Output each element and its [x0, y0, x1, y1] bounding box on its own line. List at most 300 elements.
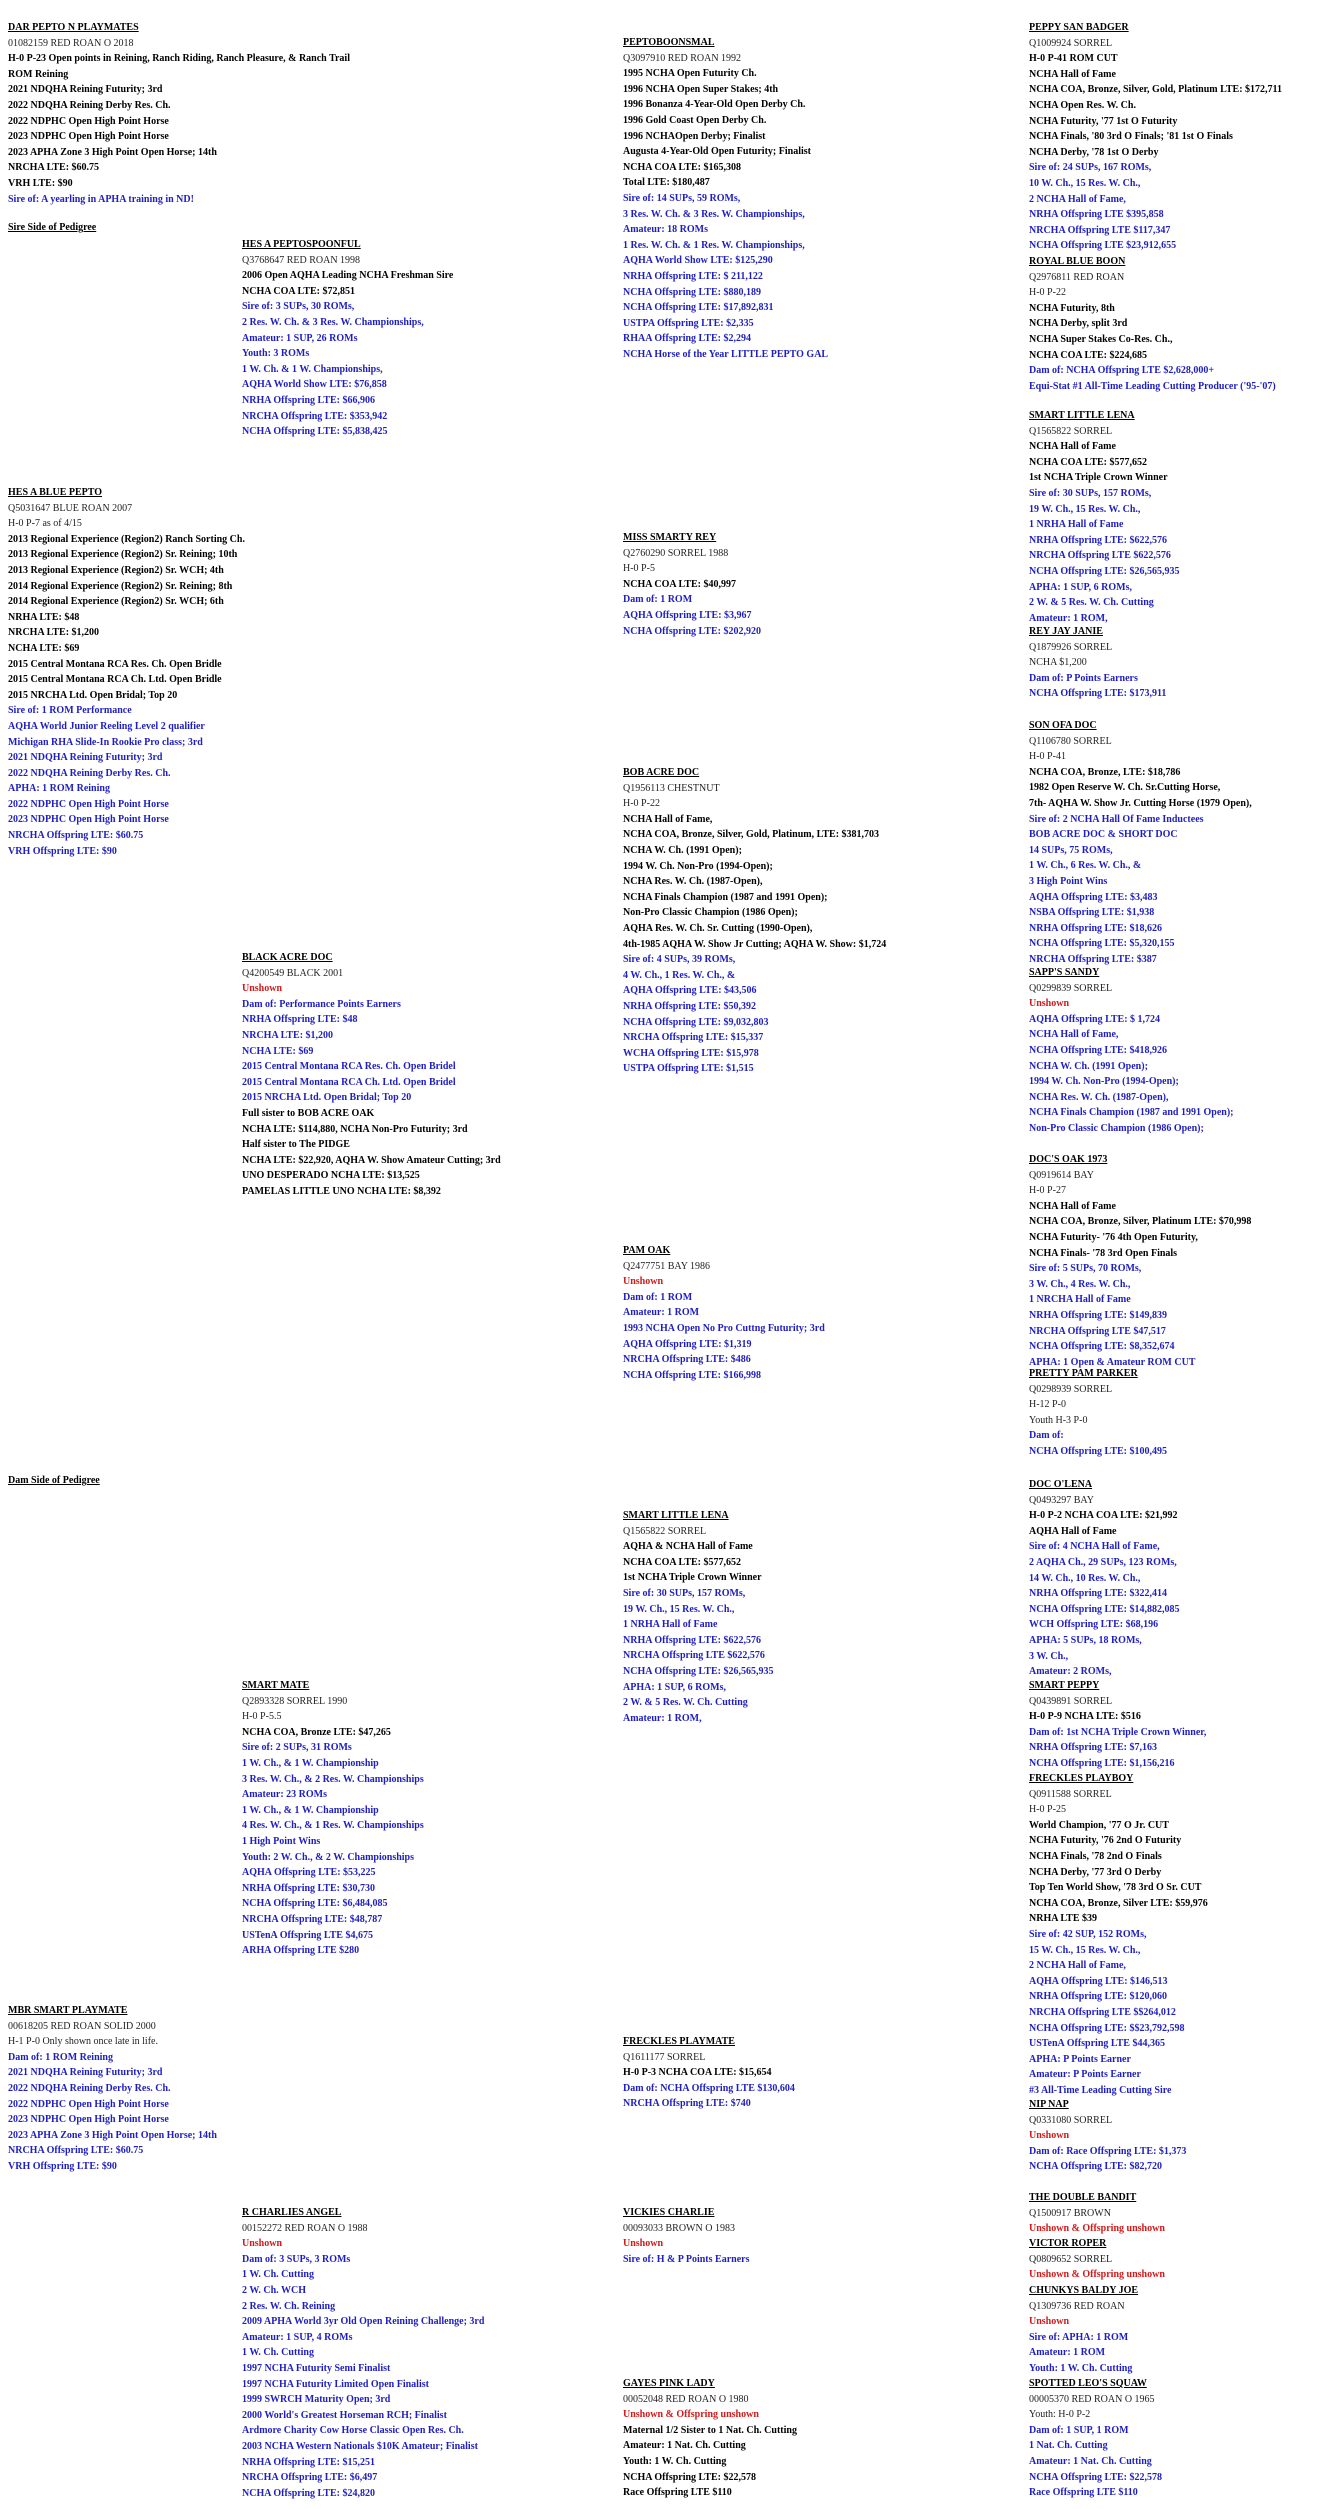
pedigree-line: Q1309736 RED ROAN [1029, 2300, 1125, 2312]
pedigree-line: NCHA Offspring LTE: $166,998 [623, 1369, 761, 1381]
horse-name: GAYES PINK LADY [623, 2378, 715, 2389]
pedigree-line: 2021 NDQHA Reining Futurity; 3rd [8, 752, 163, 764]
pedigree-line: NCHA COA LTE: $40,997 [623, 578, 736, 590]
pedigree-line: UNO DESPERADO NCHA LTE: $13,525 [242, 1170, 420, 1182]
pedigree-line: 1 Nat. Ch. Cutting [1029, 2440, 1108, 2452]
pedigree-line: NCHA Finals, '80 3rd O Finals; '81 1st O Finals [1029, 131, 1233, 143]
pedigree-line: 00005370 RED ROAN O 1965 [1029, 2393, 1155, 2405]
pedigree-line: APHA: 1 ROM Reining [8, 783, 110, 795]
horse-name: HES A PEPTOSPOONFUL [242, 239, 361, 250]
pedigree-line: NRCHA LTE: $1,200 [8, 627, 100, 639]
pedigree-line: 1996 NCHAOpen Derby; Finalist [623, 130, 766, 142]
pedigree-line: 1996 NCHA Open Super Stakes; 4th [623, 83, 779, 95]
pedigree-line: NCHA Hall of Fame [1029, 1200, 1116, 1212]
pedigree-line: 01082159 RED ROAN O 2018 [8, 37, 134, 49]
pedigree-line: NRCHA Offspring LTE $47,517 [1029, 1325, 1166, 1337]
pedigree-line: H-0 P-5.5 [242, 1711, 282, 1723]
pedigree-line: 2023 APHA Zone 3 High Point Open Horse; 14th [8, 2129, 217, 2141]
pedigree-line: Q0298939 SORREL [1029, 1383, 1113, 1395]
horse-name: SMART PEPPY [1029, 1680, 1100, 1691]
pedigree-line: 2022 NDQHA Reining Derby Res. Ch. [8, 2082, 171, 2094]
pedigree-line: 1999 SWRCH Maturity Open; 3rd [242, 2394, 391, 2406]
pedigree-line: 1996 Gold Coast Open Derby Ch. [623, 114, 767, 126]
pedigree-line: 14 W. Ch., 10 Res. W. Ch., [1029, 1572, 1141, 1584]
horse-name: NIP NAP [1029, 2099, 1069, 2110]
pedigree-line: H-0 P-2 NCHA COA LTE: $21,992 [1029, 1510, 1178, 1522]
pedigree-line: Sire of: APHA: 1 ROM [1029, 2331, 1129, 2343]
pedigree-line: 15 W. Ch., 15 Res. W. Ch., [1029, 1944, 1141, 1956]
pedigree-line: 2022 NDPHC Open High Point Horse [8, 798, 169, 810]
horse-smart-peppy [1029, 1678, 1206, 1772]
pedigree-line: 4 Res. W. Ch., & 1 Res. W. Championships [242, 1820, 424, 1832]
pedigree-line: NCHA Futurity, '77 1st O Futurity [1029, 115, 1178, 127]
pedigree-line: NCHA COA, Bronze, Silver, Platinum LTE: $70,998 [1029, 1216, 1252, 1228]
pedigree-line: NRHA Offspring LTE: $120,060 [1029, 1991, 1167, 2003]
pedigree-line: Q2893328 SORREL 1990 [242, 1695, 348, 1707]
pedigree-line: NCHA Derby, '78 1st O Derby [1029, 146, 1159, 158]
pedigree-line: 19 W. Ch., 15 Res. W. Ch., [1029, 503, 1141, 515]
pedigree-line: 1 NRCHA Hall of Fame [1029, 1294, 1131, 1306]
pedigree-line: NCHA Offspring LTE: $17,892,831 [623, 302, 774, 314]
horse-name: REY JAY JANIE [1029, 626, 1103, 637]
pedigree-line: 2023 NDPHC Open High Point Horse [8, 131, 169, 143]
horse-name: PAM OAK [623, 1245, 671, 1256]
horse-name: DAR PEPTO N PLAYMATES [8, 22, 139, 33]
pedigree-line: Amateur: 18 ROMs [623, 224, 708, 236]
pedigree-line: NCHA Super Stakes Co-Res. Ch., [1029, 333, 1173, 345]
pedigree-line: APHA: 1 Open & Amateur ROM CUT [1029, 1356, 1196, 1368]
pedigree-line: NCHA Hall of Fame, [623, 813, 713, 825]
pedigree-line: Q1500917 BROWN [1029, 2207, 1111, 2219]
horse-chunkys-baldy-joe [1029, 2283, 1138, 2377]
horse-name: PRETTY PAM PARKER [1029, 1368, 1138, 1379]
pedigree-line: 2014 Regional Experience (Region2) Sr. WCH; 6th [8, 596, 224, 608]
pedigree-line: Sire of: A yearling in APHA training in ND! [8, 193, 194, 205]
pedigree-line: 3 W. Ch., 4 Res. W. Ch., [1029, 1278, 1131, 1290]
pedigree-line: NCHA Res. W. Ch. (1987-Open), [1029, 1091, 1169, 1103]
pedigree-line: H-0 P-3 NCHA COA LTE: $15,654 [623, 2067, 772, 2079]
pedigree-line: NCHA Futurity, 8th [1029, 302, 1115, 314]
pedigree-line: 2022 NDQHA Reining Derby Res. Ch. [8, 767, 171, 779]
pedigree-line: NRHA Offspring LTE: $7,163 [1029, 1742, 1157, 1754]
pedigree-line: NRCHA LTE: $60.75 [8, 162, 100, 174]
pedigree-line: 2013 Regional Experience (Region2) Sr. WCH; 4th [8, 564, 224, 576]
horse-the-double-bandit [1029, 2190, 1165, 2237]
pedigree-line: NCHA COA LTE: $577,652 [1029, 456, 1147, 468]
horse-name: MISS SMARTY REY [623, 532, 717, 543]
pedigree-line: Sire of: 14 SUPs, 59 ROMs, [623, 192, 741, 204]
pedigree-line: NCHA Finals Champion (1987 and 1991 Open); [623, 891, 828, 903]
pedigree-line: NCHA Derby, split 3rd [1029, 318, 1128, 330]
horse-name: SPOTTED LEO'S SQUAW [1029, 2378, 1147, 2389]
pedigree-line: 2013 Regional Experience (Region2) Ranch Sorting Ch. [8, 533, 245, 545]
pedigree-line: 2021 NDQHA Reining Futurity; 3rd [8, 2067, 163, 2079]
pedigree-line: Q3097910 RED ROAN 1992 [623, 52, 742, 64]
pedigree-line: ROM Reining [8, 68, 69, 80]
pedigree-line: NCHA Offspring LTE: $418,926 [1029, 1044, 1167, 1056]
horse-dar-pepto-n-playmates [8, 20, 350, 207]
pedigree-line: Youth H-3 P-0 [1029, 1414, 1088, 1426]
horse-docs-oak [1029, 1152, 1251, 1370]
pedigree-line: Dam of: 3 SUPs, 3 ROMs [242, 2253, 351, 2265]
pedigree-line: 19 W. Ch., 15 Res. W. Ch., [623, 1603, 735, 1615]
pedigree-line: 00618205 RED ROAN SOLID 2000 [8, 2020, 156, 2032]
pedigree-line: Amateur: 1 Nat. Ch. Cutting [1029, 2455, 1152, 2467]
pedigree-line: 2 NCHA Hall of Fame, [1029, 193, 1126, 205]
horse-vickies-charlie [623, 2205, 749, 2267]
pedigree-line: Q5031647 BLUE ROAN 2007 [8, 502, 133, 514]
pedigree-line: Q0809652 SORREL [1029, 2253, 1113, 2265]
pedigree-line: BOB ACRE DOC & SHORT DOC [1029, 829, 1178, 841]
pedigree-line: NRCHA Offspring LTE $622,576 [623, 1650, 765, 1662]
pedigree-line: Race Offspring LTE $110 [1029, 2487, 1138, 2499]
pedigree-line: 1 W. Ch., & 1 W. Championship [242, 1757, 379, 1769]
horse-name: FRECKLES PLAYBOY [1029, 1773, 1134, 1784]
pedigree-line: H-0 P-22 [1029, 287, 1066, 299]
horse-mbr-smart-playmate [8, 2003, 217, 2175]
pedigree-line: 1 High Point Wins [242, 1835, 321, 1847]
pedigree-line: NCHA Offspring LTE: $26,565,935 [1029, 565, 1180, 577]
pedigree-line: Sire of: 2 NCHA Hall Of Fame Inductees [1029, 813, 1204, 825]
pedigree-line: NCHA Offspring LTE: $100,495 [1029, 1445, 1167, 1457]
pedigree-line: Race Offspring LTE $110 [623, 2487, 732, 2499]
pedigree-line: NCHA W. Ch. (1991 Open); [1029, 1060, 1148, 1072]
horse-sapps-sandy [1029, 965, 1233, 1137]
pedigree-line: AQHA Offspring LTE: $146,513 [1029, 1975, 1168, 1987]
pedigree-line: NCHA Futurity, '76 2nd O Futurity [1029, 1835, 1182, 1847]
pedigree-line: NRHA Offspring LTE: $48 [242, 1014, 358, 1026]
pedigree-line: NRCHA Offspring LTE: $6,497 [242, 2472, 378, 2484]
pedigree-line: NSBA Offspring LTE: $1,938 [1029, 907, 1155, 919]
pedigree-line: Q0911588 SORREL [1029, 1788, 1112, 1800]
pedigree-line: AQHA World Show LTE: $125,290 [623, 255, 773, 267]
pedigree-line: APHA: 1 SUP, 6 ROMs, [623, 1681, 726, 1693]
pedigree-line: Amateur: 1 Nat. Ch. Cutting [623, 2440, 746, 2452]
pedigree-line: 2 W. Ch. WCH [242, 2284, 307, 2296]
pedigree-line: NCHA Offspring LTE: $173,911 [1029, 688, 1167, 700]
horse-freckles-playmate [623, 2034, 795, 2112]
pedigree-line: Q3768647 RED ROAN 1998 [242, 254, 361, 266]
pedigree-line: NCHA Offspring LTE: $82,720 [1029, 2161, 1162, 2173]
pedigree-line: Youth: 3 ROMs [242, 348, 310, 360]
horse-black-acre-doc [242, 950, 501, 1200]
horse-name: SMART MATE [242, 1680, 310, 1691]
pedigree-line: Dam of: 1 ROM [623, 1291, 693, 1303]
horse-doc-olena [1029, 1477, 1179, 1680]
pedigree-line: NCHA Offspring LTE: $14,882,085 [1029, 1603, 1180, 1615]
horse-name: PEPTOBOONSMAL [623, 37, 715, 48]
horse-smart-little-lena-dam-side [623, 1508, 773, 1726]
pedigree-line: Sire of: 2 SUPs, 31 ROMs [242, 1742, 352, 1754]
pedigree-line: WCH Offspring LTE: $68,196 [1029, 1619, 1159, 1631]
pedigree-line: Amateur: 1 ROM [623, 1307, 700, 1319]
pedigree-line: NRHA Offspring LTE: $622,576 [1029, 534, 1167, 546]
pedigree-line: H-0 P-41 [1029, 751, 1066, 763]
pedigree-line: 2006 Open AQHA Leading NCHA Freshman Sire [242, 270, 454, 282]
pedigree-line: ARHA Offspring LTE $280 [242, 1945, 360, 1957]
pedigree-line: NCHA COA, Bronze, Silver, Gold, Platinum, LTE: $381,703 [623, 829, 880, 841]
horse-name: ROYAL BLUE BOON [1029, 256, 1126, 267]
pedigree-line: Q2477751 BAY 1986 [623, 1260, 711, 1272]
pedigree-line: NCHA Offspring LTE $23,912,655 [1029, 240, 1177, 252]
pedigree-line: Youth: H-0 P-2 [1029, 2409, 1091, 2421]
pedigree-line: AQHA Hall of Fame [1029, 1525, 1117, 1537]
pedigree-line: NCHA Offspring LTE: $$23,792,598 [1029, 2022, 1185, 2034]
pedigree-line: Equi-Stat #1 All-Time Leading Cutting Producer ('95-'07) [1029, 380, 1276, 392]
pedigree-line: NCHA Res. W. Ch. (1987-Open), [623, 876, 763, 888]
pedigree-line: Q4200549 BLACK 2001 [242, 967, 344, 979]
horse-name: DOC'S OAK 1973 [1029, 1154, 1108, 1165]
horse-name: SMART LITTLE LENA [623, 1510, 729, 1521]
pedigree-line: Dam of: [1029, 1430, 1064, 1442]
horse-bob-acre-doc [623, 765, 886, 1077]
pedigree-line: 2015 NRCHA Ltd. Open Bridal; Top 20 [8, 689, 178, 701]
horse-name: MBR SMART PLAYMATE [8, 2005, 128, 2016]
pedigree-line: 3 Res. W. Ch., & 2 Res. W. Championships [242, 1773, 424, 1785]
pedigree-line: NCHA Offspring LTE: $22,578 [623, 2471, 756, 2483]
pedigree-line: 2009 APHA World 3yr Old Open Reining Challenge; 3rd [242, 2316, 485, 2328]
pedigree-line: NRCHA Offspring LTE: $60.75 [8, 2145, 144, 2157]
horse-son-ofa-doc [1029, 718, 1252, 968]
pedigree-line: NRCHA LTE: $1,200 [242, 1029, 334, 1041]
pedigree-line: Q0299839 SORREL [1029, 982, 1113, 994]
pedigree-line: Q1009924 SORREL [1029, 37, 1113, 49]
pedigree-line: 2022 NDPHC Open High Point Horse [8, 2098, 169, 2110]
pedigree-line: Q1565822 SORREL [623, 1525, 707, 1537]
pedigree-line: Dam of: NCHA Offspring LTE $2,628,000+ [1029, 365, 1215, 377]
pedigree-line: 2 NCHA Hall of Fame, [1029, 1960, 1126, 1972]
horse-name: FRECKLES PLAYMATE [623, 2036, 735, 2047]
pedigree-line: NRCHA Offspring LTE: $15,337 [623, 1032, 764, 1044]
pedigree-line: NCHA Futurity- '76 4th Open Futurity, [1029, 1231, 1198, 1243]
pedigree-line: VRH LTE: $90 [8, 177, 73, 189]
pedigree-line: Amateur: 1 SUP, 4 ROMs [242, 2331, 353, 2343]
pedigree-line: Unshown [1029, 998, 1070, 1010]
pedigree-line: AQHA & NCHA Hall of Fame [623, 1541, 753, 1553]
pedigree-line: 1st NCHA Triple Crown Winner [1029, 472, 1168, 484]
pedigree-line: AQHA Res. W. Ch. Sr. Cutting (1990-Open), [623, 922, 813, 934]
pedigree-line: USTPA Offspring LTE: $2,335 [623, 317, 754, 329]
horse-name: BLACK ACRE DOC [242, 952, 333, 963]
horse-name: CHUNKYS BALDY JOE [1029, 2285, 1139, 2296]
pedigree-line: 2014 Regional Experience (Region2) Sr. Reining; 8th [8, 580, 233, 592]
horse-name: DOC O'LENA [1029, 1479, 1093, 1490]
horse-smart-little-lena [1029, 408, 1179, 626]
pedigree-line: Sire of: 30 SUPs, 157 ROMs, [1029, 487, 1152, 499]
pedigree-line: 2 AQHA Ch., 29 SUPs, 123 ROMs, [1029, 1556, 1177, 1568]
pedigree-line: Amateur: 1 ROM, [1029, 612, 1108, 624]
pedigree-line: NCHA Finals, '78 2nd O Finals [1029, 1850, 1162, 1862]
pedigree-line: Sire of: 42 SUP, 152 ROMs, [1029, 1928, 1147, 1940]
pedigree-line: RHAA Offspring LTE: $2,294 [623, 333, 751, 345]
pedigree-line: NRHA Offspring LTE: $ 211,122 [623, 270, 763, 282]
pedigree-line: H-1 P-0 Only shown once late in life. [8, 2036, 158, 2048]
pedigree-line: H-0 P-9 NCHA LTE: $516 [1029, 1711, 1141, 1723]
pedigree-line: Sire of: 1 ROM Performance [8, 705, 132, 717]
pedigree-line: Unshown [1029, 2130, 1070, 2142]
pedigree-line: Q1611177 SORREL [623, 2051, 706, 2063]
pedigree-line: Unshown & Offspring unshown [1029, 2223, 1165, 2235]
pedigree-line: 2023 APHA Zone 3 High Point Open Horse; 14th [8, 146, 217, 158]
pedigree-line: 2015 Central Montana RCA Res. Ch. Open Bridle [8, 658, 222, 670]
pedigree-line: NCHA COA, Bronze, LTE: $18,786 [1029, 766, 1181, 778]
pedigree-line: Dam of: P Points Earners [1029, 672, 1138, 684]
horse-rey-jay-janie [1029, 624, 1166, 702]
pedigree-line: VRH Offspring LTE: $90 [8, 845, 117, 857]
pedigree-line: 1st NCHA Triple Crown Winner [623, 1572, 762, 1584]
pedigree-line: 2 W. & 5 Res. W. Ch. Cutting [623, 1697, 748, 1709]
pedigree-line: NRCHA Offspring LTE: $740 [623, 2098, 751, 2110]
pedigree-line: 00152272 RED ROAN O 1988 [242, 2222, 368, 2234]
horse-royal-blue-boon [1029, 254, 1276, 394]
pedigree-line: H-0 P-7 as of 4/15 [8, 518, 82, 530]
pedigree-line: Amateur: P Points Earner [1029, 2069, 1141, 2081]
pedigree-line: 7th- AQHA W. Show Jr. Cutting Horse (1979 Open), [1029, 797, 1252, 809]
pedigree-line: VRH Offspring LTE: $90 [8, 2160, 117, 2172]
horse-peptoboonsmal [623, 35, 828, 362]
pedigree-line: AQHA Offspring LTE: $53,225 [242, 1867, 376, 1879]
pedigree-line: NCHA Offspring LTE: $22,578 [1029, 2471, 1162, 2483]
pedigree-line: NCHA COA, Bronze, Silver LTE: $59,976 [1029, 1897, 1208, 1909]
pedigree-line: Q0919614 BAY [1029, 1169, 1094, 1181]
pedigree-line: Total LTE: $180,487 [623, 177, 710, 189]
horse-pam-oak [623, 1243, 825, 1383]
pedigree-line: Unshown [623, 2238, 664, 2250]
horse-hes-a-peptospoonful [242, 237, 453, 440]
pedigree-line: Unshown [1029, 2316, 1070, 2328]
pedigree-line: NRCHA Offspring LTE: $353,942 [242, 410, 388, 422]
horse-name: HES A BLUE PEPTO [8, 487, 103, 498]
pedigree-line: NRHA LTE: $48 [8, 611, 80, 623]
pedigree-line: 2022 NDPHC Open High Point Horse [8, 115, 169, 127]
pedigree-line: NCHA COA, Bronze, Silver, Gold, Platinum LTE: $172,711 [1029, 84, 1282, 96]
pedigree-line: Amateur: 1 ROM [1029, 2347, 1106, 2359]
pedigree-line: NRHA LTE $39 [1029, 1913, 1097, 1925]
pedigree-line: Unshown [242, 2238, 283, 2250]
pedigree-line: Sire of: 3 SUPs, 30 ROMs, [242, 301, 355, 313]
pedigree-line: Augusta 4-Year-Old Open Futurity; Finalist [623, 146, 811, 158]
pedigree-line: 00052048 RED ROAN O 1980 [623, 2393, 749, 2405]
pedigree-line: 2013 Regional Experience (Region2) Sr. Reining; 10th [8, 549, 238, 561]
pedigree-line: #3 All-Time Leading Cutting Sire [1029, 2084, 1172, 2096]
pedigree-line: H-0 P-41 ROM CUT [1029, 53, 1118, 65]
pedigree-line: NRHA Offspring LTE: $18,626 [1029, 922, 1162, 934]
pedigree-line: Q0493297 BAY [1029, 1494, 1094, 1506]
pedigree-line: 1 W. Ch., 6 Res. W. Ch., & [1029, 860, 1142, 872]
horse-name: SMART LITTLE LENA [1029, 410, 1135, 421]
pedigree-line: 1 NRHA Hall of Fame [623, 1619, 718, 1631]
pedigree-line: 1997 NCHA Futurity Semi Finalist [242, 2362, 391, 2374]
pedigree-line: 4 W. Ch., 1 Res. W. Ch., & [623, 969, 736, 981]
pedigree-line: 1982 Open Reserve W. Ch. Sr.Cutting Horse, [1029, 782, 1221, 794]
pedigree-line: 2 Res. W. Ch. & 3 Res. W. Championships, [242, 316, 424, 328]
pedigree-line: NRHA Offspring LTE: $149,839 [1029, 1309, 1167, 1321]
pedigree-line: Dam of: Race Offspring LTE: $1,373 [1029, 2145, 1187, 2157]
horse-name: VICTOR ROPER [1029, 2238, 1107, 2249]
pedigree-line: AQHA Offspring LTE: $3,483 [1029, 891, 1158, 903]
pedigree-line: 14 SUPs, 75 ROMs, [1029, 844, 1113, 856]
pedigree-line: AQHA Offspring LTE: $ 1,724 [1029, 1013, 1161, 1025]
pedigree-line: APHA: 5 SUPs, 18 ROMs, [1029, 1634, 1142, 1646]
pedigree-line: 3 High Point Wins [1029, 875, 1108, 887]
pedigree-line: Dam of: 1 ROM Reining [8, 2051, 113, 2063]
pedigree-line: NCHA Offspring LTE: $26,565,935 [623, 1665, 774, 1677]
pedigree-line: Q0439891 SORREL [1029, 1695, 1113, 1707]
pedigree-line: NRHA Offspring LTE: $15,251 [242, 2456, 375, 2468]
pedigree-line: Top Ten World Show, '78 3rd O Sr. CUT [1029, 1882, 1202, 1894]
pedigree-line: 2015 NRCHA Ltd. Open Bridal; Top 20 [242, 1092, 412, 1104]
pedigree-line: NRCHA Offspring LTE $117,347 [1029, 224, 1171, 236]
pedigree-line: NCHA Offspring LTE: $1,156,216 [1029, 1757, 1175, 1769]
pedigree-line: NRCHA Offspring LTE: $486 [623, 1354, 751, 1366]
pedigree-line: NRHA Offspring LTE: $322,414 [1029, 1588, 1167, 1600]
pedigree-line: 1 NRHA Hall of Fame [1029, 519, 1124, 531]
horse-name: SAPP'S SANDY [1029, 967, 1100, 978]
pedigree-line: NCHA Offspring LTE: $5,320,155 [1029, 938, 1175, 950]
pedigree-line: Half sister to The PIDGE [242, 1139, 350, 1151]
pedigree-line: 1996 Bonanza 4-Year-Old Open Derby Ch. [623, 99, 806, 111]
pedigree-line: Unshown [623, 1276, 664, 1288]
pedigree-line: NCHA Offspring LTE: $5,838,425 [242, 426, 388, 438]
pedigree-line: NCHA Open Res. W. Ch. [1029, 99, 1136, 111]
pedigree-line: Q1106780 SORREL [1029, 735, 1112, 747]
pedigree-line: Amateur: 1 ROM, [623, 1712, 702, 1724]
horse-smart-mate [242, 1678, 424, 1959]
horse-nip-nap [1029, 2097, 1186, 2175]
pedigree-line: NCHA COA LTE: $165,308 [623, 161, 741, 173]
pedigree-line: 1 W. Ch. Cutting [242, 2269, 314, 2281]
horse-victor-roper [1029, 2236, 1165, 2283]
pedigree-line: NRCHA Offspring LTE: $387 [1029, 953, 1157, 965]
horse-hes-a-blue-pepto [8, 485, 245, 859]
horse-name: SON OFA DOC [1029, 720, 1097, 731]
dam-side-heading: Dam Side of Pedigree [8, 1475, 100, 1486]
pedigree-line: NCHA Finals- '78 3rd Open Finals [1029, 1247, 1178, 1259]
pedigree-line: 2000 World's Greatest Horseman RCH; Finalist [242, 2409, 447, 2421]
pedigree-line: Dam of: 1 SUP, 1 ROM [1029, 2424, 1129, 2436]
pedigree-line: 2023 NDPHC Open High Point Horse [8, 2114, 169, 2126]
pedigree-line: Youth: 1 W. Ch. Cutting [623, 2455, 727, 2467]
pedigree-line: Unshown & Offspring unshown [623, 2409, 759, 2421]
pedigree-line: Sire of: 4 NCHA Hall of Fame, [1029, 1541, 1160, 1553]
pedigree-line: Unshown [242, 983, 283, 995]
pedigree-line: H-0 P-23 Open points in Reining, Ranch Riding, Ranch Pleasure, & Ranch Trail [8, 53, 350, 65]
pedigree-line: H-0 P-22 [623, 798, 660, 810]
pedigree-line: Dam of: Performance Points Earners [242, 998, 401, 1010]
pedigree-line: Dam of: 1 ROM [623, 594, 693, 606]
pedigree-line: NCHA LTE: $22,920, AQHA W. Show Amateur Cutting; 3rd [242, 1154, 501, 1166]
pedigree-line: Youth: 1 W. Ch. Cutting [1029, 2362, 1133, 2374]
pedigree-line: NCHA LTE: $114,880, NCHA Non-Pro Futurity; 3rd [242, 1123, 468, 1135]
pedigree-line: Q1565822 SORREL [1029, 425, 1113, 437]
pedigree-line: 1997 NCHA Futurity Limited Open Finalist [242, 2378, 429, 2390]
pedigree-line: H-0 P-5 [623, 563, 655, 575]
pedigree-line: 00093033 BROWN O 1983 [623, 2222, 735, 2234]
pedigree-line: APHA: P Points Earner [1029, 2053, 1131, 2065]
horse-miss-smarty-rey [623, 530, 761, 639]
pedigree-line: Sire of: 4 SUPs, 39 ROMs, [623, 954, 736, 966]
pedigree-line: Michigan RHA Slide-In Rookie Pro class; 3rd [8, 736, 203, 748]
pedigree-line: NRHA Offspring LTE $395,858 [1029, 209, 1164, 221]
pedigree-line: NCHA W. Ch. (1991 Open); [623, 844, 742, 856]
pedigree-line: 2 Res. W. Ch. Reining [242, 2300, 336, 2312]
horse-gayes-pink-lady [623, 2376, 797, 2501]
pedigree-line: Q1879926 SORREL [1029, 641, 1113, 653]
pedigree-line: 1 W. Ch., & 1 W. Championship [242, 1804, 379, 1816]
pedigree-line: Q2760290 SORREL 1988 [623, 547, 729, 559]
pedigree-line: Dam of: 1st NCHA Triple Crown Winner, [1029, 1726, 1207, 1738]
pedigree-line: NCHA COA LTE: $72,851 [242, 285, 355, 297]
